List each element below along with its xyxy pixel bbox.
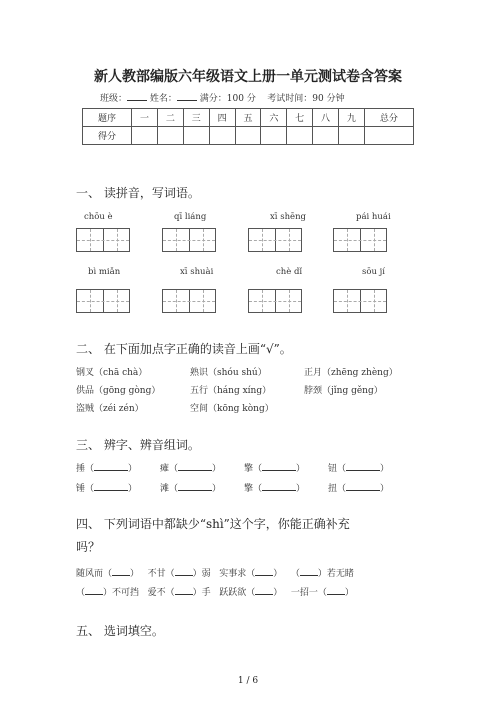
word-item: 瘫（ ） bbox=[160, 461, 221, 474]
score-entry[interactable] bbox=[338, 127, 364, 145]
score-cell: 总分 bbox=[364, 109, 413, 127]
section-4-heading-cont: 吗？ bbox=[76, 540, 101, 554]
fill-line-2: （ ）不可挡 爱不（ ）手 跃跃欲（ ） 一招一（ ） bbox=[76, 585, 354, 598]
writing-box[interactable] bbox=[76, 289, 130, 313]
writing-box[interactable] bbox=[162, 289, 216, 313]
reading-item[interactable]: 脖颈（jǐng gěng） bbox=[304, 386, 383, 396]
pinyin-label: pái huái bbox=[356, 212, 391, 222]
reading-item[interactable]: 盗贼（zéi zén） bbox=[76, 404, 144, 414]
pinyin-label: qī liáng bbox=[174, 212, 207, 222]
word-item: 钮（ ） bbox=[328, 461, 389, 474]
answer-blank[interactable] bbox=[175, 585, 193, 595]
reading-item[interactable]: 供品（gōng gòng） bbox=[76, 386, 161, 396]
answer-blank[interactable] bbox=[346, 461, 380, 471]
score-table-score-row bbox=[83, 127, 414, 145]
reading-item[interactable]: 空间（kōng kòng） bbox=[190, 404, 274, 414]
writing-box[interactable] bbox=[333, 289, 387, 313]
answer-blank[interactable] bbox=[262, 481, 296, 491]
pinyin-label: xī shēng bbox=[270, 212, 306, 222]
score-cell: 五 bbox=[235, 109, 261, 127]
score-entry[interactable] bbox=[313, 127, 339, 145]
exam-meta bbox=[100, 91, 345, 104]
writing-box[interactable] bbox=[333, 228, 387, 252]
score-cell: 八 bbox=[313, 109, 339, 127]
pinyin-label: bì miǎn bbox=[88, 267, 121, 277]
score-cell: 六 bbox=[261, 109, 287, 127]
class-blank bbox=[127, 92, 147, 101]
reading-item[interactable]: 正月（zhēng zhèng） bbox=[304, 368, 398, 378]
score-cell: 二 bbox=[157, 109, 183, 127]
section-3-heading: 三、 辨字、辨音组词。 bbox=[76, 438, 200, 452]
exam-time: 考试时间：90 分钟 bbox=[267, 94, 345, 104]
score-cell: 三 bbox=[183, 109, 209, 127]
score-row-label: 得分 bbox=[83, 127, 132, 145]
answer-blank[interactable] bbox=[178, 461, 212, 471]
writing-box[interactable] bbox=[248, 228, 302, 252]
score-entry[interactable] bbox=[235, 127, 261, 145]
score-entry[interactable] bbox=[287, 127, 313, 145]
answer-blank[interactable] bbox=[94, 461, 128, 471]
answer-blank[interactable] bbox=[175, 566, 193, 576]
score-cell: 四 bbox=[209, 109, 235, 127]
score-entry[interactable] bbox=[132, 127, 158, 145]
section-2-heading: 二、 在下面加点字正确的读音上画“√”。 bbox=[76, 342, 292, 356]
word-item: 捶（ ） bbox=[76, 461, 137, 474]
section-1-heading: 一、 读拼音，写词语。 bbox=[76, 186, 200, 200]
answer-blank[interactable] bbox=[346, 481, 380, 491]
answer-blank[interactable] bbox=[255, 566, 273, 576]
writing-box[interactable] bbox=[76, 228, 130, 252]
answer-blank[interactable] bbox=[262, 461, 296, 471]
score-entry[interactable] bbox=[157, 127, 183, 145]
reading-item[interactable]: 五行（háng xíng） bbox=[190, 386, 272, 396]
word-item: 滩（ ） bbox=[160, 481, 221, 494]
score-cell: 题序 bbox=[83, 109, 132, 127]
fill-line-1: 随风而（ ） 不甘（ ）弱 实事求（ ） （ ）若无睹 bbox=[76, 566, 354, 579]
word-item: 锤（ ） bbox=[76, 481, 137, 494]
class-label: 班级： bbox=[100, 94, 128, 104]
word-item: 擎（ ） bbox=[244, 461, 305, 474]
name-blank bbox=[177, 92, 197, 101]
answer-blank[interactable] bbox=[94, 481, 128, 491]
pinyin-label: sōu jí bbox=[362, 267, 386, 277]
writing-box[interactable] bbox=[248, 289, 302, 313]
answer-blank[interactable] bbox=[327, 585, 345, 595]
reading-item[interactable]: 钢叉（chā chà） bbox=[76, 368, 148, 378]
page-number: 1 / 6 bbox=[237, 676, 259, 686]
score-entry[interactable] bbox=[364, 127, 413, 145]
pinyin-label: xī shuài bbox=[180, 267, 214, 277]
full-score: 满分：100 分 bbox=[199, 94, 256, 104]
page-title: 新人教部编版六年级语文上册一单元测试卷含答案 bbox=[94, 69, 402, 85]
score-cell: 七 bbox=[287, 109, 313, 127]
pinyin-label: chōu è bbox=[84, 212, 113, 222]
word-item: 扭（ ） bbox=[328, 481, 389, 494]
score-table-header-row bbox=[83, 109, 414, 127]
section-4-heading: 四、 下列词语中都缺少“shì”这个字，你能正确补充 bbox=[76, 517, 350, 531]
score-entry[interactable] bbox=[209, 127, 235, 145]
answer-blank[interactable] bbox=[300, 566, 318, 576]
score-cell: 九 bbox=[338, 109, 364, 127]
answer-blank[interactable] bbox=[255, 585, 273, 595]
answer-blank[interactable] bbox=[178, 481, 212, 491]
score-entry[interactable] bbox=[183, 127, 209, 145]
writing-box[interactable] bbox=[162, 228, 216, 252]
score-entry[interactable] bbox=[261, 127, 287, 145]
reading-item[interactable]: 熟识（shóu shú） bbox=[190, 368, 267, 378]
answer-blank[interactable] bbox=[112, 566, 130, 576]
name-label: 姓名： bbox=[149, 94, 177, 104]
word-item: 擎（ ） bbox=[244, 481, 305, 494]
score-table bbox=[82, 108, 414, 145]
pinyin-label: chè dǐ bbox=[276, 267, 303, 277]
answer-blank[interactable] bbox=[85, 585, 103, 595]
section-5-heading: 五、 选词填空。 bbox=[76, 624, 164, 638]
score-cell: 一 bbox=[132, 109, 158, 127]
